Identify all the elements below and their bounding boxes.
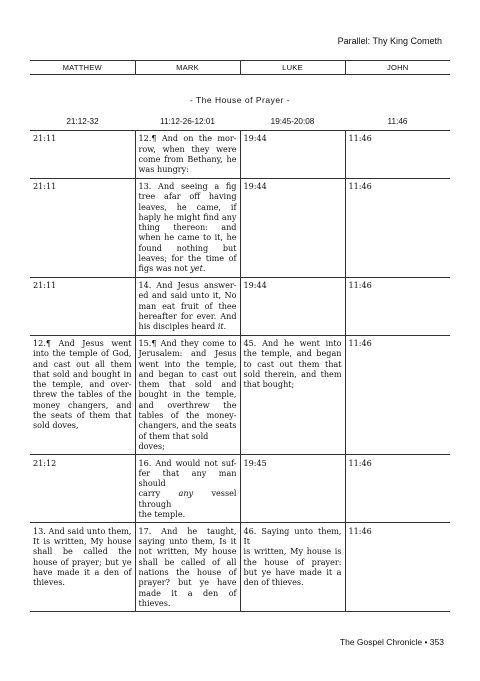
verse-line: the temple, and began [243, 348, 342, 359]
cell-mark [135, 131, 240, 179]
column-header-mark: MARK [135, 61, 240, 75]
verse-line: shall be called of all [138, 556, 237, 567]
verse-line: 13. And said unto them, [33, 525, 132, 536]
verse-line: money changers, and [33, 399, 132, 410]
parallel-title: Parallel: Thy King Cometh [337, 36, 442, 46]
verse-line: the temple. [138, 509, 186, 520]
verse-line: fer that any man should [138, 467, 237, 489]
verse-line: man eat fruit of thee [138, 300, 237, 311]
cell-john: 11:46 [345, 523, 450, 612]
verse-line: 15.¶ And they come to [138, 337, 237, 348]
cell-mark [135, 277, 240, 335]
section-title: - The House of Prayer - [189, 95, 291, 105]
table-row [30, 178, 450, 277]
verse-line: 13. And seeing a fig [138, 180, 237, 191]
cell-john: 11:46 [345, 178, 450, 277]
cell-matthew [30, 523, 135, 612]
table-row [30, 277, 450, 335]
parallel-verses-table [30, 130, 450, 612]
cell-luke: 19:44 [240, 277, 345, 335]
page-footer: The Gospel Chronicle • 353 [339, 637, 444, 647]
cell-luke [240, 335, 345, 455]
verse-line: that bought; [243, 379, 295, 390]
verse-line: row, when they were [138, 143, 237, 154]
verse-line: figs was not yet. [138, 263, 206, 274]
verse-line: haply he might find any [138, 211, 237, 222]
verse-line: thieves. [33, 577, 65, 588]
verse-line: hereafter for ever. And [138, 310, 237, 321]
ref-range-matthew: 21:12-32 [66, 117, 99, 126]
cell-john: 11:46 [345, 277, 450, 335]
cell-matthew: 21:11 [30, 131, 135, 179]
column-header-john: JOHN [345, 61, 450, 75]
verse-line: 16. And would not suf- [138, 457, 237, 468]
verse-line: 17. And he taught, [138, 525, 237, 536]
verse-line: to cast out them that [243, 358, 342, 369]
verse-line: not written, My house [138, 546, 237, 557]
verse-line: and began to cast out [138, 368, 237, 379]
verse-line: the seats of them that [33, 409, 132, 420]
verse-line: shall be called the [33, 546, 132, 557]
verse-line: tables of the money- [138, 409, 237, 420]
ref-range-mark: 11:12-26-12:01 [160, 117, 215, 126]
verse-line: and overthrew the [138, 399, 237, 410]
verse-line: his disciples heard it. [138, 321, 227, 332]
cell-mark [135, 335, 240, 455]
verse-line: Jerusalem: and Jesus [138, 348, 237, 359]
verse-line: made it a den of [138, 587, 237, 598]
verse-line: 12.¶ And Jesus went [33, 337, 132, 348]
verse-line: come from Bethany, he [138, 153, 237, 164]
verse-line: found nothing but [138, 242, 237, 253]
cell-matthew: 21:12 [30, 455, 135, 523]
cell-luke: 19:44 [240, 131, 345, 179]
table-row [30, 335, 450, 455]
verse-line: saying unto them, Is it [138, 536, 237, 547]
gospel-book-header [30, 60, 450, 75]
verse-line: 12.¶ And on the mor- [138, 133, 237, 144]
ref-range-luke: 19:45-20:08 [270, 117, 315, 126]
column-header-luke: LUKE [240, 61, 345, 75]
verse-line: prayer? but ye have [138, 577, 237, 588]
verse-line: that sold and bought in [33, 368, 132, 379]
verse-line: thing thereon: and [138, 222, 237, 233]
cell-john: 11:46 [345, 455, 450, 523]
cell-john: 11:46 [345, 335, 450, 455]
verse-line: went into the temple, [138, 358, 237, 369]
cell-john: 11:46 [345, 131, 450, 179]
verse-line: It is written, My house [33, 536, 132, 547]
table-row [30, 523, 450, 612]
table-row [30, 455, 450, 523]
cell-luke: 19:45 [240, 455, 345, 523]
cell-luke: 19:44 [240, 178, 345, 277]
verse-line: them that sold and [138, 379, 237, 390]
reference-range-row [30, 117, 450, 126]
verse-line: was hungry: [138, 164, 189, 175]
verse-line: sold doves, [33, 420, 79, 431]
verse-line: and cast out all them [33, 358, 132, 369]
verse-line: into the temple of God, [33, 348, 132, 359]
verse-line: 46. Saying unto them, It [243, 525, 342, 547]
verse-line: 45. And he went into [243, 337, 342, 348]
cell-matthew [30, 335, 135, 455]
verse-line: of them that sold doves; [138, 430, 209, 451]
verse-line: threw the tables of the [33, 389, 132, 400]
cell-mark [135, 523, 240, 612]
verse-line: changers, and the seats [138, 420, 237, 431]
verse-line: the temple, and over- [33, 379, 132, 390]
verse-line: den of thieves. [243, 577, 304, 588]
cell-mark [135, 178, 240, 277]
cell-luke [240, 523, 345, 612]
verse-line: the house of prayer: [243, 556, 342, 567]
verse-line: but ye have made it a [243, 566, 342, 577]
verse-line: bought in the temple, [138, 389, 237, 400]
table-row [30, 131, 450, 179]
verse-line: 14. And Jesus answer- [138, 280, 237, 291]
cell-matthew: 21:11 [30, 277, 135, 335]
column-header-matthew: MATTHEW [30, 61, 135, 75]
verse-line: have made it a den of [33, 566, 132, 577]
cell-matthew: 21:11 [30, 178, 135, 277]
verse-line: when he came to it, he [138, 232, 237, 243]
verse-line: leaves, he came, if [138, 201, 237, 212]
ref-range-john: 11:46 [387, 117, 408, 126]
verse-line: tree afar off having [138, 191, 237, 202]
verse-line: sold therein, and them [243, 368, 342, 379]
verse-line: ed and said unto it, No [138, 290, 237, 301]
verse-line: leaves; for the time of [138, 253, 237, 264]
cell-mark [135, 455, 240, 523]
verse-line: carry any vessel through [138, 488, 237, 509]
verse-line: house of prayer; but ye [33, 556, 132, 567]
verse-line: nations the house of [138, 566, 237, 577]
verse-line: thieves. [138, 597, 171, 608]
verse-line: is written, My house is [243, 546, 342, 557]
